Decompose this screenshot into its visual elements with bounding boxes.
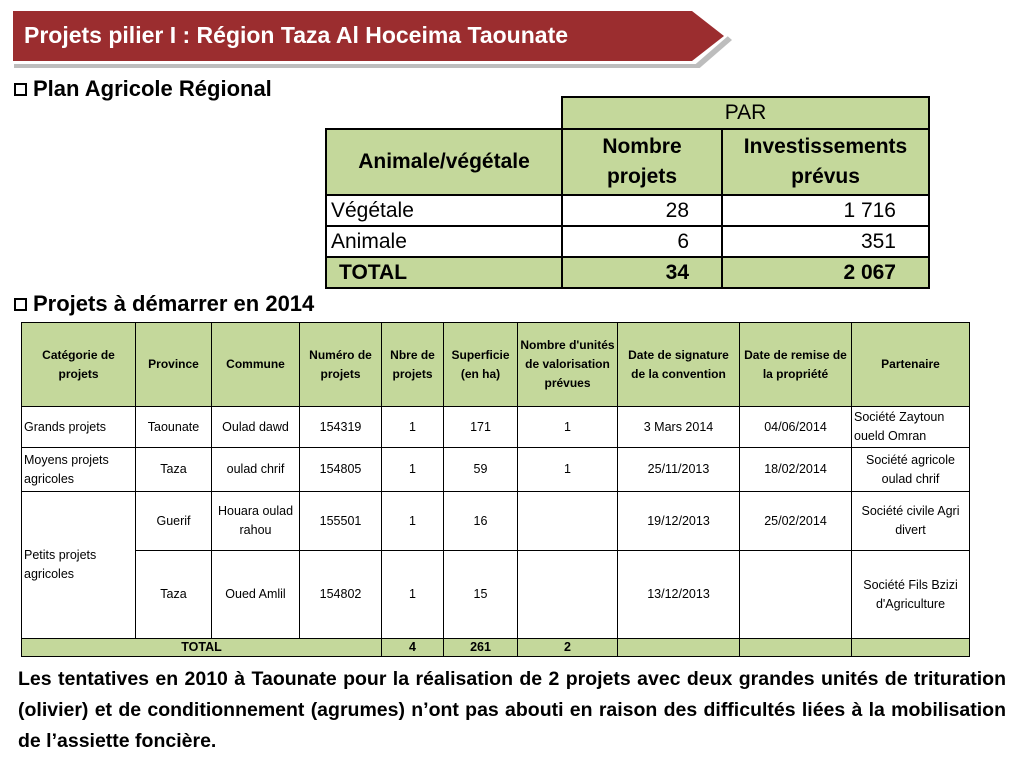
row-label: Végétale: [326, 195, 562, 226]
page-title: Projets pilier I : Région Taza Al Hoceima Taounate: [24, 22, 569, 48]
cell-numero: 154802: [300, 551, 382, 639]
cell-date-remise: [740, 551, 852, 639]
cell-categorie: Petits projets agricoles: [22, 492, 136, 639]
table-row: [22, 407, 970, 448]
cell-nbre: 1: [382, 492, 444, 551]
cell-date-remise: 18/02/2014: [740, 448, 852, 492]
row-invest: 351: [722, 226, 929, 257]
detail-total-row: [22, 639, 970, 657]
note-paragraph: Les tentatives en 2010 à Taounate pour la réalisation de 2 projets avec deux grandes unités de trituration (olivier) et de conditionnement (agrumes) n’ont pas abouti en raison des difficultés liées à la mobilisation de l’assiette foncière.: [18, 668, 1006, 752]
col-header-date-signature: Date de signature de la convention: [618, 323, 740, 407]
cell-commune: Oued Amlil: [212, 551, 300, 639]
total-unites: 2: [518, 639, 618, 657]
empty-cell: [326, 97, 562, 129]
row-nombre: 6: [562, 226, 722, 257]
cell-date-signature: 3 Mars 2014: [618, 407, 740, 448]
projects-detail-table: [21, 322, 970, 657]
cell-superficie: 16: [444, 492, 518, 551]
cell-categorie: Grands projets: [22, 407, 136, 448]
detail-header-row: [22, 323, 970, 407]
table-row: [22, 448, 970, 492]
cell-numero: 155501: [300, 492, 382, 551]
total-invest: 2 067: [722, 257, 929, 288]
col-header-categorie: Catégorie de projets: [22, 323, 136, 407]
section-heading-text: Plan Agricole Régional: [33, 76, 272, 101]
col-header-nombre-line2: projets: [606, 165, 677, 188]
cell-unites: 1: [518, 407, 618, 448]
par-header-row: [326, 129, 929, 195]
cell-unites: [518, 551, 618, 639]
cell-superficie: 59: [444, 448, 518, 492]
table-row: [22, 492, 970, 551]
cell-partenaire: Société civile Agri divert: [852, 492, 970, 551]
row-invest: 1 716: [722, 195, 929, 226]
cell-date-remise: 25/02/2014: [740, 492, 852, 551]
section-heading-plan-agricole: [14, 76, 272, 102]
col-header-commune: Commune: [212, 323, 300, 407]
cell-date-signature: 25/11/2013: [618, 448, 740, 492]
total-empty: [618, 639, 740, 657]
par-row-animale: [326, 226, 929, 257]
par-total-row: [326, 257, 929, 288]
section-heading-projets-2014: [14, 291, 314, 317]
cell-unites: 1: [518, 448, 618, 492]
cell-superficie: 15: [444, 551, 518, 639]
col-header-nombre-line1: Nombre: [602, 135, 682, 158]
row-label: Animale: [326, 226, 562, 257]
cell-partenaire: Société Fils Bzizi d'Agriculture: [852, 551, 970, 639]
cell-nbre: 1: [382, 448, 444, 492]
col-header-nbre: Nbre de projets: [382, 323, 444, 407]
row-nombre: 28: [562, 195, 722, 226]
col-header-superficie: Superficie (en ha): [444, 323, 518, 407]
total-nombre: 34: [562, 257, 722, 288]
cell-unites: [518, 492, 618, 551]
total-empty: [852, 639, 970, 657]
cell-partenaire: Société agricole oulad chrif: [852, 448, 970, 492]
table-row: [22, 551, 970, 639]
total-superficie: 261: [444, 639, 518, 657]
col-header-date-remise: Date de remise de la propriété: [740, 323, 852, 407]
cell-commune: oulad chrif: [212, 448, 300, 492]
col-header-numero: Numéro de projets: [300, 323, 382, 407]
cell-province: Guerif: [136, 492, 212, 551]
total-empty: [740, 639, 852, 657]
col-header-nombre-projets: [562, 129, 722, 195]
cell-nbre: 1: [382, 407, 444, 448]
col-header-unites: Nombre d'unités de valorisation prévues: [518, 323, 618, 407]
col-header-invest-line1: Investissements: [743, 135, 908, 158]
par-summary-table: [325, 96, 930, 289]
cell-province: Taounate: [136, 407, 212, 448]
cell-date-remise: 04/06/2014: [740, 407, 852, 448]
checkbox-bullet-icon: [14, 298, 27, 311]
col-header-partenaire: Partenaire: [852, 323, 970, 407]
total-label: TOTAL: [22, 639, 382, 657]
cell-commune: Houara oulad rahou: [212, 492, 300, 551]
section-heading-text: Projets à démarrer en 2014: [33, 291, 315, 316]
par-row-vegetale: [326, 195, 929, 226]
total-label: TOTAL: [326, 257, 562, 288]
cell-numero: 154805: [300, 448, 382, 492]
col-header-invest-line2: prévus: [791, 165, 860, 188]
col-header-province: Province: [136, 323, 212, 407]
total-nbre: 4: [382, 639, 444, 657]
cell-categorie: Moyens projets agricoles: [22, 448, 136, 492]
cell-province: Taza: [136, 551, 212, 639]
cell-date-signature: 19/12/2013: [618, 492, 740, 551]
col-header-investissements: [722, 129, 929, 195]
cell-superficie: 171: [444, 407, 518, 448]
cell-date-signature: 13/12/2013: [618, 551, 740, 639]
cell-nbre: 1: [382, 551, 444, 639]
par-group-header-row: [326, 97, 929, 129]
par-group-header: PAR: [562, 97, 929, 129]
checkbox-bullet-icon: [14, 83, 27, 96]
cell-partenaire: Société Zaytoun oueld Omran: [852, 407, 970, 448]
col-header-animale-vegetale: Animale/végétale: [326, 129, 562, 195]
cell-commune: Oulad dawd: [212, 407, 300, 448]
cell-numero: 154319: [300, 407, 382, 448]
cell-province: Taza: [136, 448, 212, 492]
